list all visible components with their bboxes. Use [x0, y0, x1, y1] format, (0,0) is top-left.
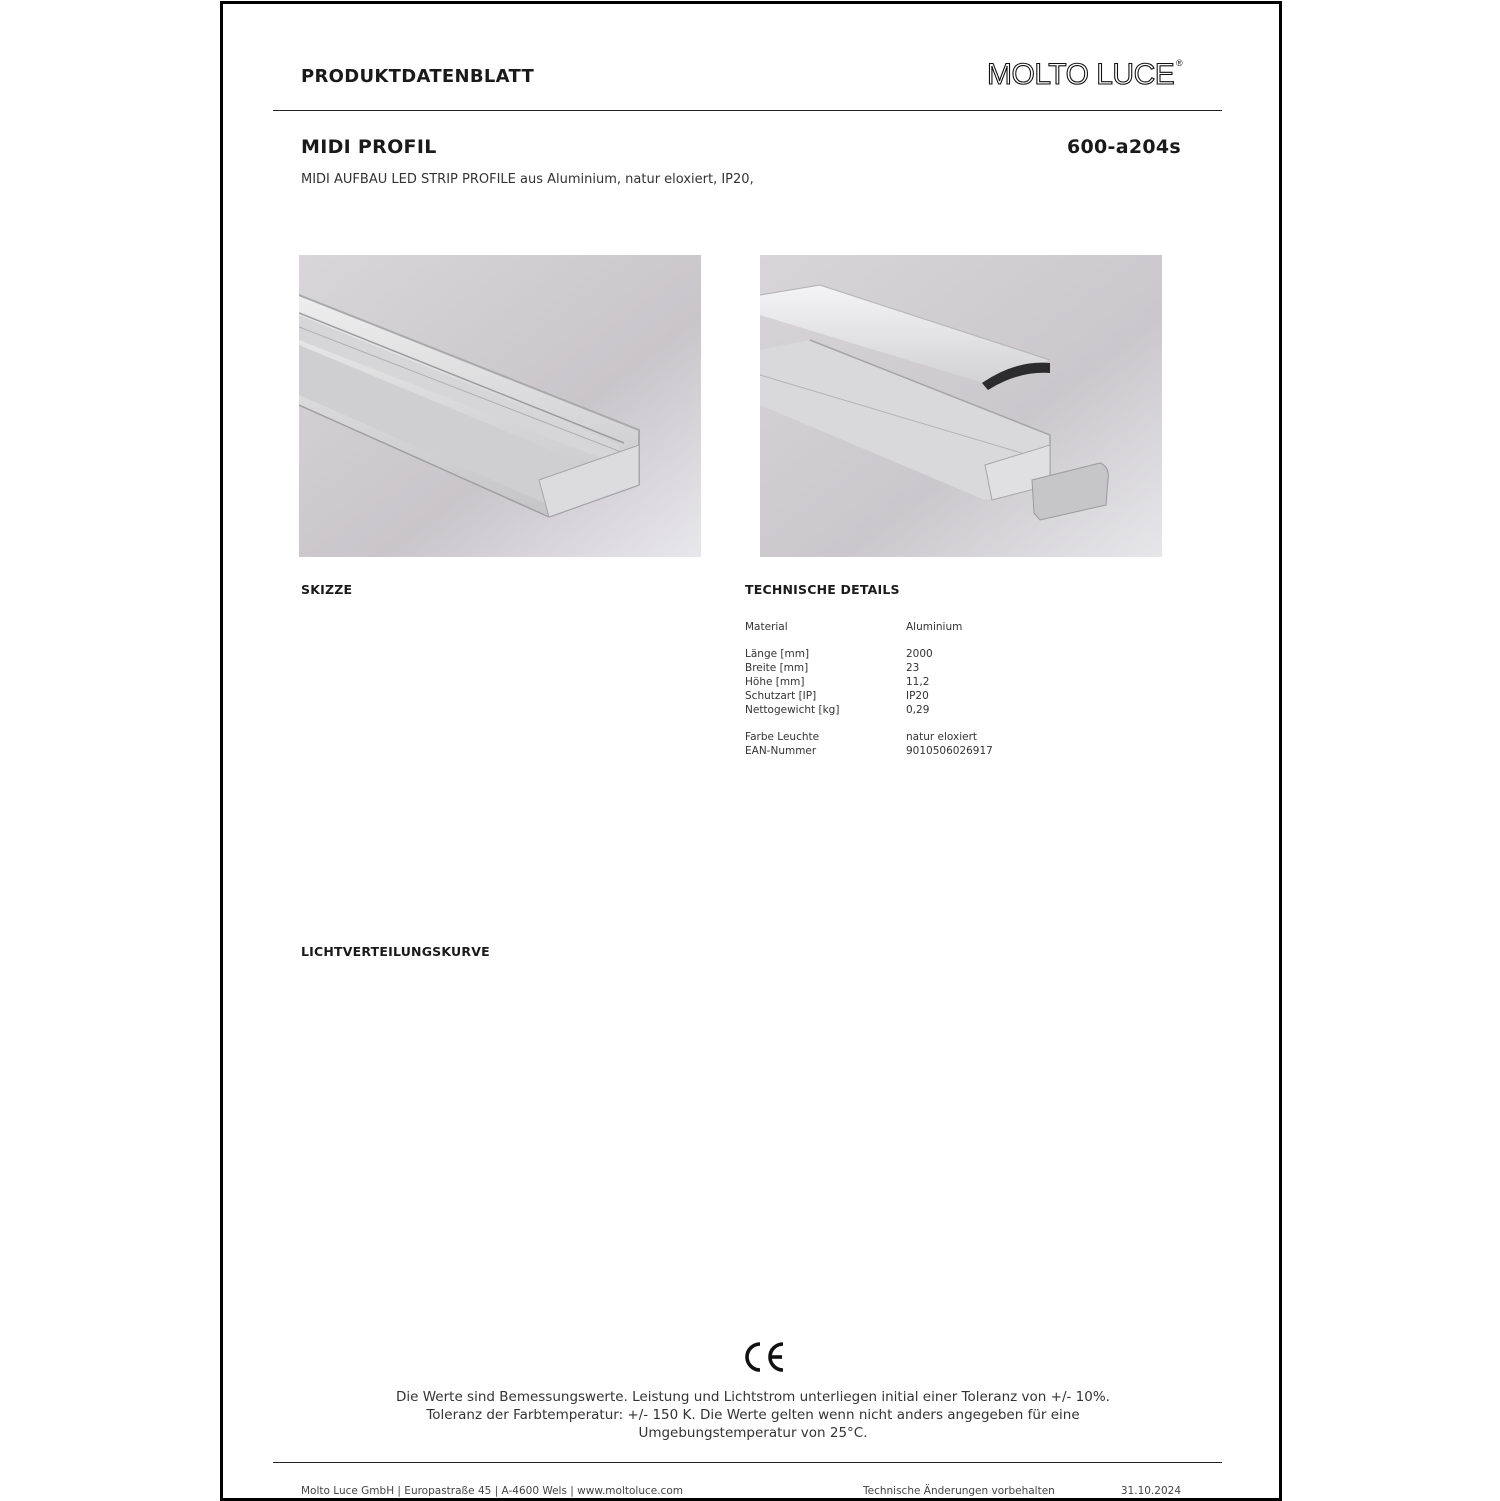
spec-value: 11,2: [906, 676, 930, 688]
spec-label: EAN-Nummer: [745, 745, 817, 757]
note-line: Die Werte sind Bemessungswerte. Leistung und Lichtstrom unterliegen initial einer Toleranz von +/- 10%.: [396, 1389, 1110, 1405]
spec-value: 0,29: [906, 704, 930, 716]
spec-value: 23: [906, 662, 920, 674]
spec-row-protection: [745, 689, 1145, 703]
svg-text:®: ®: [1176, 58, 1183, 68]
document-title: PRODUKTDATENBLATT: [301, 66, 535, 87]
spec-value: 2000: [906, 648, 933, 660]
section-technical-details: TECHNISCHE DETAILS: [745, 582, 900, 597]
spec-label: Nettogewicht [kg]: [745, 704, 840, 716]
tolerance-note: [323, 1388, 1183, 1442]
note-line: Toleranz der Farbtemperatur: +/- 150 K. Die Werte gelten wenn nicht anders angegeben für eine: [426, 1407, 1080, 1423]
svg-text:MOLTO LUCE: MOLTO LUCE: [987, 58, 1175, 91]
product-name: MIDI PROFIL: [301, 136, 437, 158]
section-sketch: SKIZZE: [301, 582, 353, 597]
product-photo-assembly: [760, 255, 1162, 557]
product-code: 600-a204s: [1066, 136, 1181, 158]
spec-label: Material: [745, 621, 788, 633]
note-line: Umgebungstemperatur von 25°C.: [638, 1425, 868, 1441]
ce-mark-icon: [743, 1340, 787, 1374]
spec-row-color: [745, 730, 1145, 744]
spec-label: Farbe Leuchte: [745, 731, 820, 743]
spec-label: Höhe [mm]: [745, 676, 805, 688]
footer-company: Molto Luce GmbH | Europastraße 45 | A-4600 Wels | www.moltoluce.com: [301, 1485, 683, 1497]
molto-luce-logo: [987, 54, 1187, 92]
spec-row-length: [745, 647, 1145, 661]
spec-row-material: [745, 620, 1145, 634]
datasheet-page: [220, 1, 1282, 1501]
footer-date: 31.10.2024: [1120, 1485, 1181, 1497]
spec-value: Aluminium: [906, 621, 963, 633]
spec-value: IP20: [906, 690, 929, 702]
spec-value: natur eloxiert: [906, 731, 978, 743]
spec-label: Schutzart [IP]: [745, 690, 817, 702]
spec-table: [745, 620, 1145, 758]
header-divider: [273, 110, 1222, 111]
footer-divider: [273, 1462, 1222, 1463]
spec-row-weight: [745, 703, 1145, 717]
spec-value: 9010506026917: [906, 745, 993, 757]
product-description: MIDI AUFBAU LED STRIP PROFILE aus Aluminium, natur eloxiert, IP20,: [301, 172, 754, 187]
spec-row-height: [745, 675, 1145, 689]
section-light-distribution: LICHTVERTEILUNGSKURVE: [301, 944, 490, 959]
footer-disclaimer: Technische Änderungen vorbehalten: [863, 1485, 1055, 1497]
spec-row-ean: [745, 744, 1145, 758]
spec-label: Breite [mm]: [745, 662, 809, 674]
product-photo-profile: [299, 255, 701, 557]
spec-row-width: [745, 661, 1145, 675]
spec-label: Länge [mm]: [745, 648, 810, 660]
